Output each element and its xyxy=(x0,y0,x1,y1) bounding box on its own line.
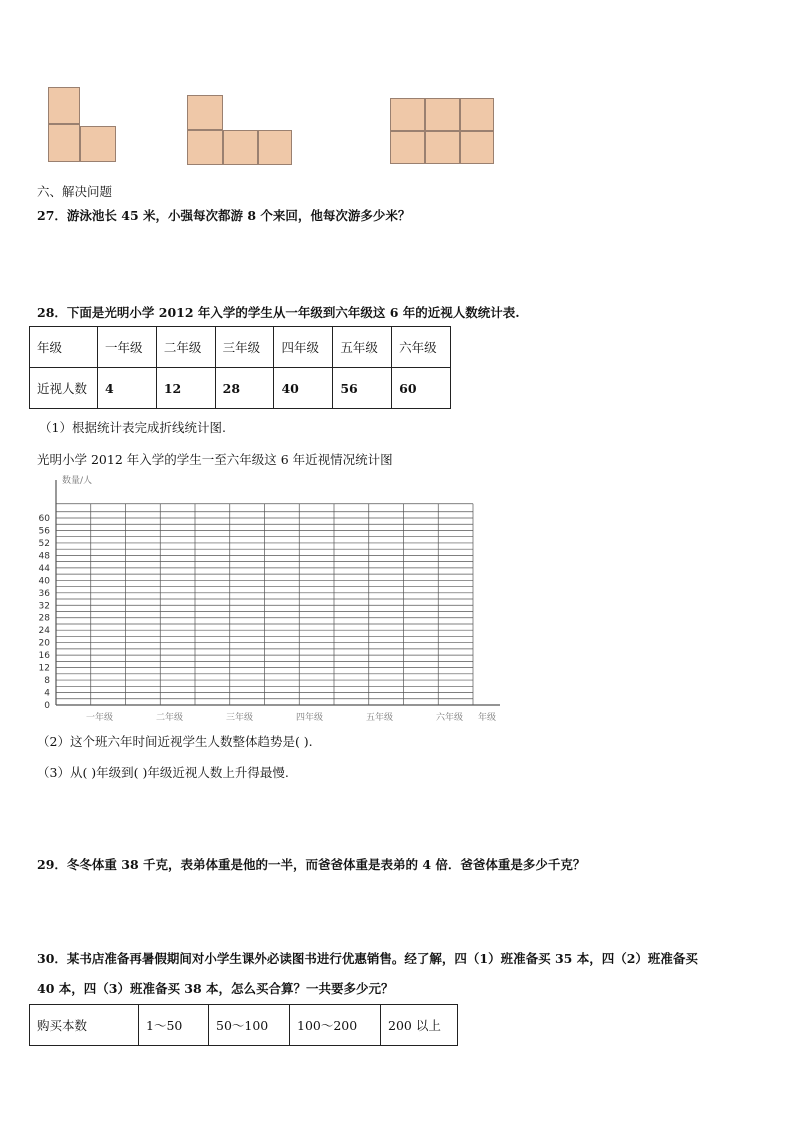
line-chart xyxy=(30,470,510,725)
chart-grid xyxy=(56,480,500,705)
table-grade-4: 四年级 xyxy=(274,327,333,368)
price-range-1: 1～50 xyxy=(139,1005,209,1046)
section-heading: 六、解决问题 xyxy=(37,184,113,199)
price-table-header: 购买本数 xyxy=(30,1005,139,1046)
x-tick-label: 五年级 xyxy=(366,713,394,723)
y-tick-label: 0 xyxy=(44,701,50,711)
x-tick-label: 四年级 xyxy=(296,713,324,723)
price-range-3: 100～200 xyxy=(290,1005,381,1046)
square xyxy=(390,98,425,131)
table-count-1: 4 xyxy=(98,368,157,409)
question-30-line2: 40 本，四（3）班准备买 38 本，怎么买合算？一共要多少元？ xyxy=(37,981,394,996)
question-28-intro: 28．下面是光明小学 2012 年入学的学生从一年级到六年级这 6 年的近视人数统计表. xyxy=(37,305,520,320)
square xyxy=(80,126,116,162)
square xyxy=(460,131,494,164)
square xyxy=(48,124,80,162)
y-tick-label: 40 xyxy=(38,576,50,587)
question-29: 29．冬冬体重 38 千克，表弟体重是他的一半，而爸爸体重是表弟的 4 倍．爸爸体重是多少千克？ xyxy=(37,857,586,872)
myopia-table xyxy=(29,326,451,409)
table-grade-3: 三年级 xyxy=(215,327,274,368)
chart-caption: 光明小学 2012 年入学的学生一至六年级这 6 年近视情况统计图 xyxy=(37,452,393,467)
price-range-2: 50～100 xyxy=(209,1005,290,1046)
y-tick-label: 52 xyxy=(38,538,50,549)
question-28-sub2: （2）这个班六年时间近视学生人数整体趋势是( ). xyxy=(37,734,313,749)
y-tick-label: 20 xyxy=(38,638,50,649)
y-axis-label: 数量/人 xyxy=(62,476,93,486)
price-table xyxy=(29,1004,458,1046)
y-tick-label: 16 xyxy=(38,651,50,662)
y-tick-label: 60 xyxy=(38,514,50,524)
y-tick-label: 44 xyxy=(38,563,50,574)
price-range-4: 200 以上 xyxy=(381,1005,458,1046)
y-tick-label: 36 xyxy=(38,588,50,599)
y-tick-label: 48 xyxy=(38,551,50,562)
square xyxy=(48,87,80,124)
table-count-3: 28 xyxy=(215,368,274,409)
y-tick-label: 4 xyxy=(44,688,50,699)
table-header-label: 年级 xyxy=(30,327,98,368)
y-tick-label: 8 xyxy=(44,676,50,687)
question-30-line1: 30．某书店准备再暑假期间对小学生课外必读图书进行优惠销售。经了解，四（1）班准备买 35 本，四（2）班准备买 xyxy=(37,951,698,966)
table-grade-2: 二年级 xyxy=(156,327,215,368)
y-tick-label: 28 xyxy=(38,613,50,624)
x-tick-label: 三年级 xyxy=(226,713,254,723)
x-tick-label: 一年级 xyxy=(86,713,114,723)
question-28-sub1: （1）根据统计表完成折线统计图. xyxy=(39,420,226,435)
y-tick-label: 24 xyxy=(38,626,50,637)
question-27: 27．游泳池长 45 米，小强每次都游 8 个来回，他每次游多少米？ xyxy=(37,208,411,223)
table-count-6: 60 xyxy=(392,368,451,409)
table-count-4: 40 xyxy=(274,368,333,409)
table-count-2: 12 xyxy=(156,368,215,409)
square xyxy=(390,131,425,164)
square xyxy=(258,130,292,165)
question-28-sub3: （3）从( )年级到( )年级近视人数上升得最慢. xyxy=(37,765,289,780)
x-tick-labels xyxy=(86,711,463,723)
y-tick-label: 56 xyxy=(38,526,50,537)
table-grade-5: 五年级 xyxy=(333,327,392,368)
table-grade-6: 六年级 xyxy=(392,327,451,368)
table-row-label: 近视人数 xyxy=(30,368,98,409)
x-tick-label: 六年级 xyxy=(436,713,464,723)
y-tick-labels xyxy=(39,514,51,711)
square xyxy=(187,130,223,165)
y-tick-label: 12 xyxy=(38,663,50,674)
square xyxy=(187,95,223,130)
table-grade-1: 一年级 xyxy=(98,327,157,368)
x-tick-label: 二年级 xyxy=(156,713,184,723)
y-tick-label: 32 xyxy=(38,601,50,612)
square xyxy=(223,130,258,165)
table-count-5: 56 xyxy=(333,368,392,409)
square xyxy=(425,131,460,164)
x-axis-label: 年级 xyxy=(478,713,497,723)
square xyxy=(460,98,494,131)
square xyxy=(425,98,460,131)
